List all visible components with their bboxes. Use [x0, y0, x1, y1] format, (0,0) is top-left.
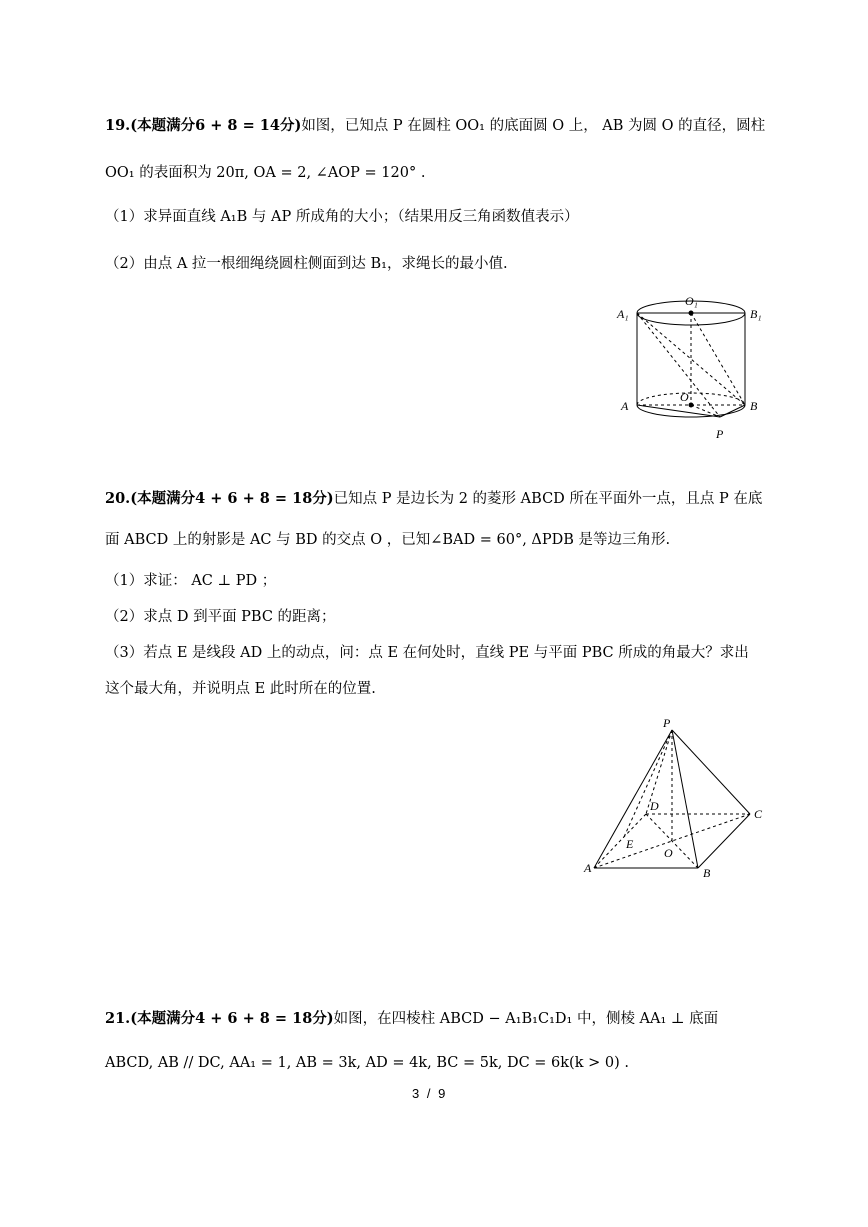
problem-21-score: (本题满分4 + 6 + 8 = 18分)	[130, 1010, 334, 1027]
label-A: A	[621, 399, 629, 413]
problem-19-number: 19.	[105, 117, 131, 134]
label-P: P	[663, 716, 671, 730]
problem-20-number: 20.	[105, 490, 131, 507]
problem-20-score: (本题满分4 + 6 + 8 = 18分)	[130, 490, 334, 507]
problem-20-part-1: （1）求证： AC ⊥ PD ；	[105, 573, 277, 589]
problem-21-line-1	[105, 1009, 718, 1029]
problem-20-part-3-cont: 这个最大角，并说明点 E 此时所在的位置.	[105, 681, 376, 697]
label-C: C	[754, 807, 763, 821]
pyramid-figure	[580, 712, 770, 882]
problem-19-stem-2: OO₁ 的表面积为 20π, OA = 2, ∠AOP = 120° .	[105, 165, 426, 181]
problem-19-line-1	[105, 116, 765, 136]
label-B: B	[750, 399, 758, 413]
label-D: D	[650, 799, 659, 813]
problem-20-stem-1: 已知点 P 是边长为 2 的菱形 ABCD 所在平面外一点，且点 P 在底	[333, 491, 763, 507]
problem-19-part-1: （1）求异面直线 A₁B 与 AP 所成角的大小；（结果用反三角函数值表示）	[105, 209, 579, 225]
label-O: O	[664, 846, 673, 860]
problem-21-stem-1: 如图，在四棱柱 ABCD − A₁B₁C₁D₁ 中，侧棱 AA₁ ⊥ 底面	[333, 1011, 719, 1027]
label-A: A	[584, 861, 592, 875]
problem-19-score: (本题满分6 + 8 = 14分)	[130, 117, 302, 134]
label-E: E	[626, 837, 634, 851]
page-number: 3 / 9	[412, 1086, 448, 1101]
label-O: O	[680, 390, 689, 404]
problem-20-part-2: （2）求点 D 到平面 PBC 的距离；	[105, 609, 336, 625]
label-B: B	[703, 866, 711, 880]
problem-21-stem-2: ABCD, AB // DC, AA₁ = 1, AB = 3k, AD = 4k, BC = 5k, DC = 6k(k > 0) .	[105, 1055, 629, 1071]
problem-19-part-2: （2）由点 A 拉一根细绳绕圆柱侧面到达 B₁，求绳长的最小值.	[105, 256, 508, 272]
problem-19-stem-1: 如图，已知点 P 在圆柱 OO₁ 的底面圆 O 上， AB 为圆 O 的直径，圆柱	[301, 118, 766, 134]
label-B1: B₁	[750, 307, 762, 321]
cylinder-figure	[612, 288, 772, 448]
problem-20-part-3: （3）若点 E 是线段 AD 上的动点，问：点 E 在何处时，直线 PE 与平面 PBC 所成的角最大？求出	[105, 645, 749, 661]
problem-20-stem-2: 面 ABCD 上的射影是 AC 与 BD 的交点 O ，已知∠BAD = 60°, ΔPDB 是等边三角形.	[105, 532, 671, 548]
label-P: P	[716, 427, 724, 441]
label-A1: A₁	[617, 307, 629, 321]
problem-21-number: 21.	[105, 1010, 131, 1027]
label-O1: O₁	[685, 294, 698, 308]
problem-20-line-1	[105, 489, 762, 509]
